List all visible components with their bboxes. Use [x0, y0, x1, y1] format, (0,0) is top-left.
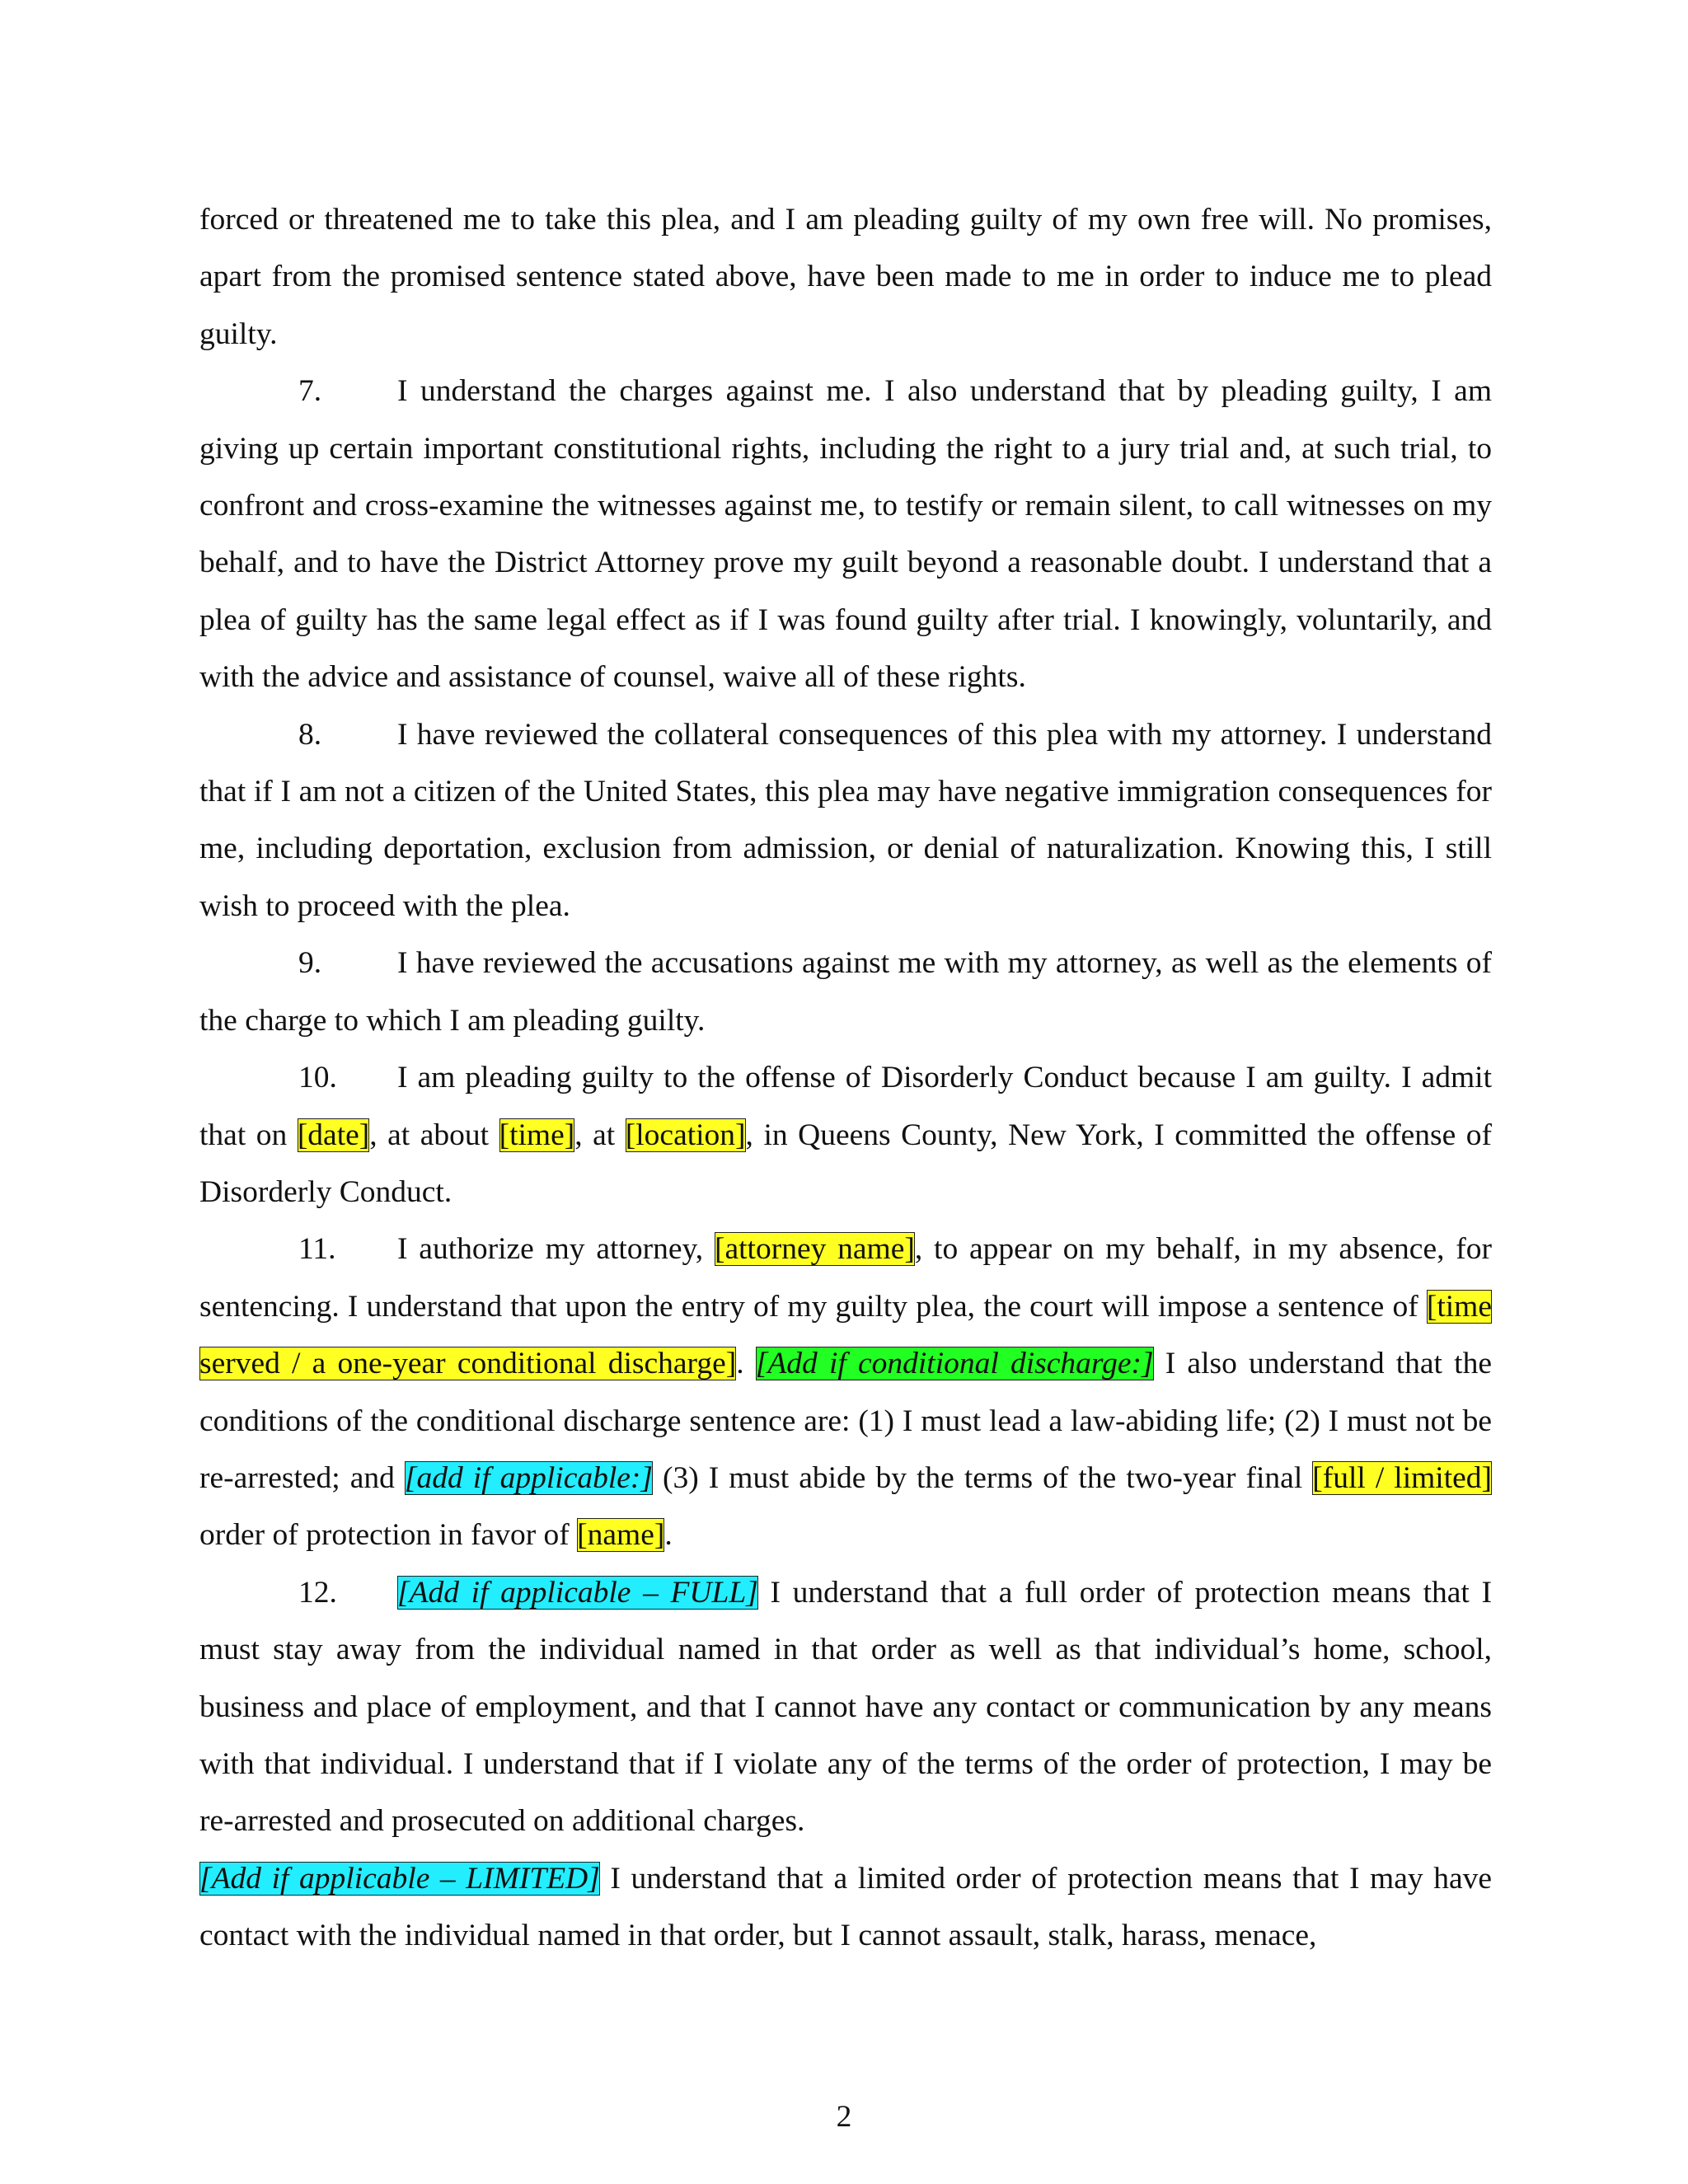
placeholder-name: [name]: [577, 1518, 665, 1553]
paragraph-text: I have reviewed the accusations against me with my attorney, as well as the elements of the charge to which I am pleading guilty.: [199, 946, 1492, 1038]
paragraph-number: 10.: [298, 1061, 337, 1095]
paragraph-text: I am pleading guilty to the offense of Disorderly Conduct because I am guilty. I admit that on: [199, 1061, 1492, 1152]
paragraph-9: [199, 935, 1492, 1049]
paragraph-number: 12.: [298, 1575, 337, 1610]
paragraph-text: I understand that a limited order of protection means that I may have contact with the individual named in that order, but I cannot assault, stalk, harass, menace,: [199, 1861, 1493, 1953]
paragraph-text: , in Queens County, New York, I committed the offense of Disorderly Conduct.: [199, 1118, 1492, 1209]
paragraph-text: I have reviewed the collateral consequences of this plea with my attorney. I understand that if I am not a citizen of the United States, this plea may have negative immigration consequences for me, including deportation, exclusion from admission, or denial of naturalization. Knowing this, I still wish to proceed with the plea.: [199, 717, 1492, 923]
paragraph-text: I also understand that the conditions of the conditional discharge sentence are: (1) I must lead a law-abiding life; (2) I must not be re-arrested; and: [199, 1347, 1492, 1495]
placeholder-attorney-name: [attorney name]: [714, 1232, 915, 1267]
placeholder-date: [date]: [297, 1118, 370, 1152]
paragraph-text: forced or threatened me to take this plea, and I am pleading guilty of my own free will. No promises, apart from the promised sentence stated above, have been made to me in order to induce me to plead guilty.: [199, 203, 1492, 351]
document-body: [199, 191, 1492, 1965]
placeholder-time: [time]: [499, 1118, 575, 1152]
paragraph-number: 9.: [298, 946, 322, 981]
page-number: 2: [836, 2100, 852, 2134]
paragraph-text: .: [736, 1347, 756, 1381]
paragraph-text: I understand the charges against me. I also understand that by pleading guilty, I am giving up certain important constitutional rights, including the right to a jury trial and, at such trial, to confront and cross-examine the witnesses against me, to testify or remain silent, to call witnesses on my behalf, and to have the District Attorney prove my guilt beyond a reasonable doubt. I understand that a plea of guilty has the same legal effect as if I was found guilty after trial. I knowingly, voluntarily, and with the advice and assistance of counsel, waive all of these rights.: [199, 374, 1492, 695]
paragraph-7: [199, 363, 1492, 705]
paragraph-continued: [199, 191, 1492, 363]
placeholder-limited-order: [Add if applicable – LIMITED]: [199, 1861, 600, 1896]
paragraph-text: I understand that a full order of protection means that I must stay away from the individual named in that order as well as that individual’s home, school, business and place of employment, and that I cannot have any contact or communication by any means with that individual. I understand that if I violate any of the terms of the order of protection, I may be re-arrested and prosecuted on additional charges.: [199, 1575, 1492, 1839]
paragraph-text: I authorize my attorney,: [397, 1232, 715, 1267]
placeholder-sentence: [time served / a one-year conditional discharge]: [199, 1289, 1492, 1381]
placeholder-full-order: [Add if applicable – FULL]: [397, 1575, 758, 1610]
paragraph-text: , at: [574, 1118, 626, 1152]
placeholder-location: [location]: [625, 1118, 746, 1152]
placeholder-full-limited: [full / limited]: [1312, 1460, 1493, 1495]
paragraph-number: 11.: [298, 1232, 336, 1267]
paragraph-11: [199, 1221, 1492, 1563]
paragraph-number: 7.: [298, 374, 322, 409]
placeholder-add-if-applicable: [add if applicable:]: [404, 1460, 654, 1495]
paragraph-10: [199, 1049, 1492, 1221]
placeholder-conditional-discharge: [Add if conditional discharge:]: [755, 1347, 1154, 1381]
paragraph-number: 8.: [298, 717, 322, 752]
paragraph-8: [199, 706, 1492, 935]
paragraph-12: [199, 1564, 1492, 1850]
paragraph-text: .: [664, 1518, 673, 1553]
paragraph-text: , at about: [369, 1118, 499, 1152]
paragraph-text: , to appear on my behalf, in my absence, for sentencing. I understand that upon the entry of my guilty plea, the court will impose a sentence of: [199, 1232, 1493, 1324]
paragraph-text: order of protection in favor of: [199, 1518, 578, 1553]
paragraph-limited: [199, 1850, 1492, 1965]
paragraph-text: (3) I must abide by the terms of the two-year final: [653, 1460, 1313, 1495]
